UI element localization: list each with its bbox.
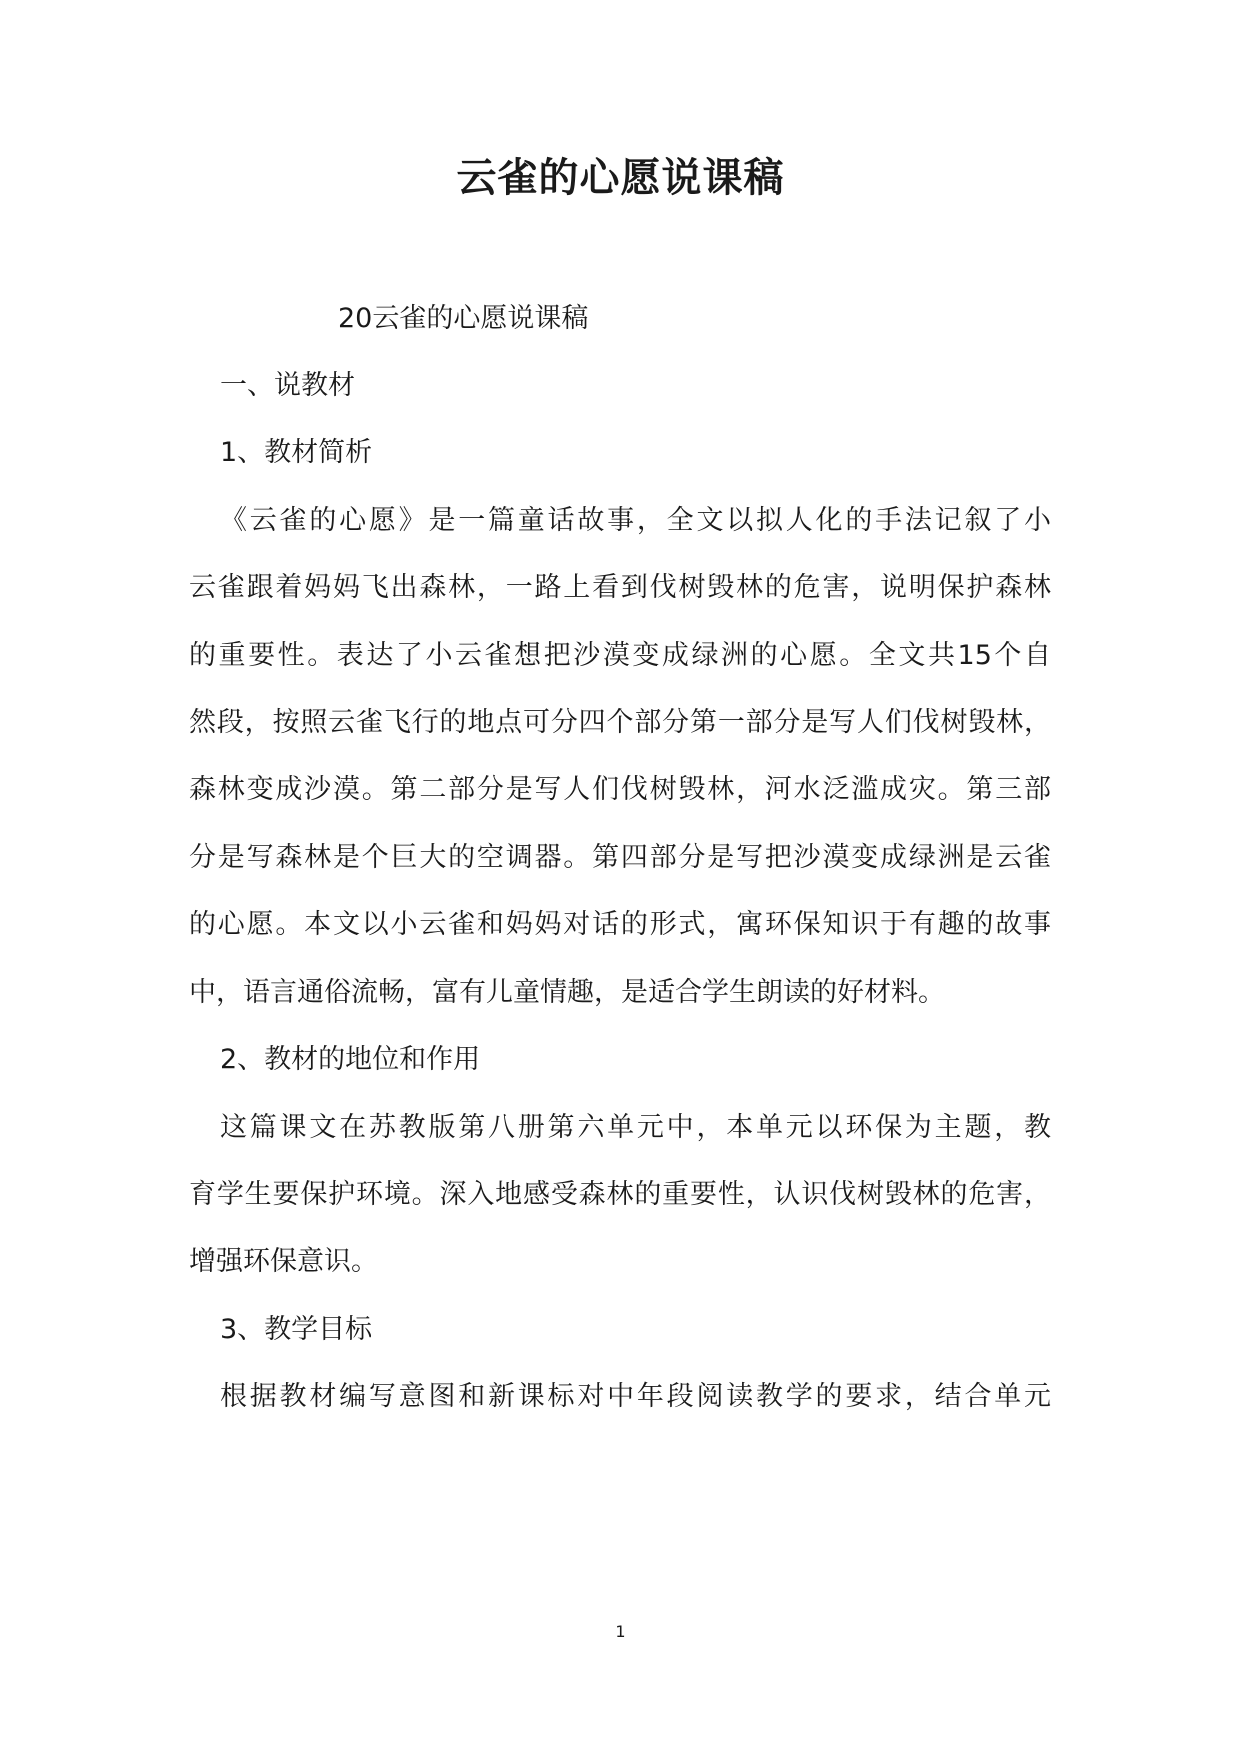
paragraph-line: 这篇课文在苏教版第八册第六单元中，本单元以环保为主题，教 xyxy=(220,1112,1051,1143)
paragraph-line: 森林变成沙漠。第二部分是写人们伐树毁林，河水泛滥成灾。第三部 xyxy=(189,774,1051,805)
paragraph-line: 分是写森林是个巨大的空调器。第四部分是写把沙漠变成绿洲是云雀 xyxy=(189,842,1051,873)
paragraph-line: 增强环保意识。 xyxy=(189,1246,378,1277)
subheading-2: 2、教材的地位和作用 xyxy=(220,1044,481,1075)
paragraph-line: 《云雀的心愿》是一篇童话故事，全文以拟人化的手法记叙了小 xyxy=(220,505,1051,536)
section-heading-1: 一、说教材 xyxy=(220,370,355,401)
paragraph-line: 根据教材编写意图和新课标对中年段阅读教学的要求，结合单元 xyxy=(220,1381,1051,1412)
subheading-1: 1、教材简析 xyxy=(220,437,373,468)
page-title: 云雀的心愿说课稿 xyxy=(456,155,785,201)
subheading-3: 3、教学目标 xyxy=(220,1314,373,1345)
paragraph-line: 然段，按照云雀飞行的地点可分四个部分第一部分是写人们伐树毁林， xyxy=(189,707,1051,738)
paragraph-line: 的心愿。本文以小云雀和妈妈对话的形式，寓环保知识于有趣的故事 xyxy=(189,909,1051,940)
paragraph-line: 云雀跟着妈妈飞出森林，一路上看到伐树毁林的危害，说明保护森林 xyxy=(189,572,1051,603)
paragraph-line: 的重要性。表达了小云雀想把沙漠变成绿洲的心愿。全文共15个自 xyxy=(189,640,1051,671)
paragraph-line: 育学生要保护环境。深入地感受森林的重要性，认识伐树毁林的危害， xyxy=(189,1179,1051,1210)
document-subtitle: 20云雀的心愿说课稿 xyxy=(338,303,589,334)
paragraph-line: 中，语言通俗流畅，富有儿童情趣，是适合学生朗读的好材料。 xyxy=(189,977,945,1008)
page-number: 1 xyxy=(615,1622,626,1641)
